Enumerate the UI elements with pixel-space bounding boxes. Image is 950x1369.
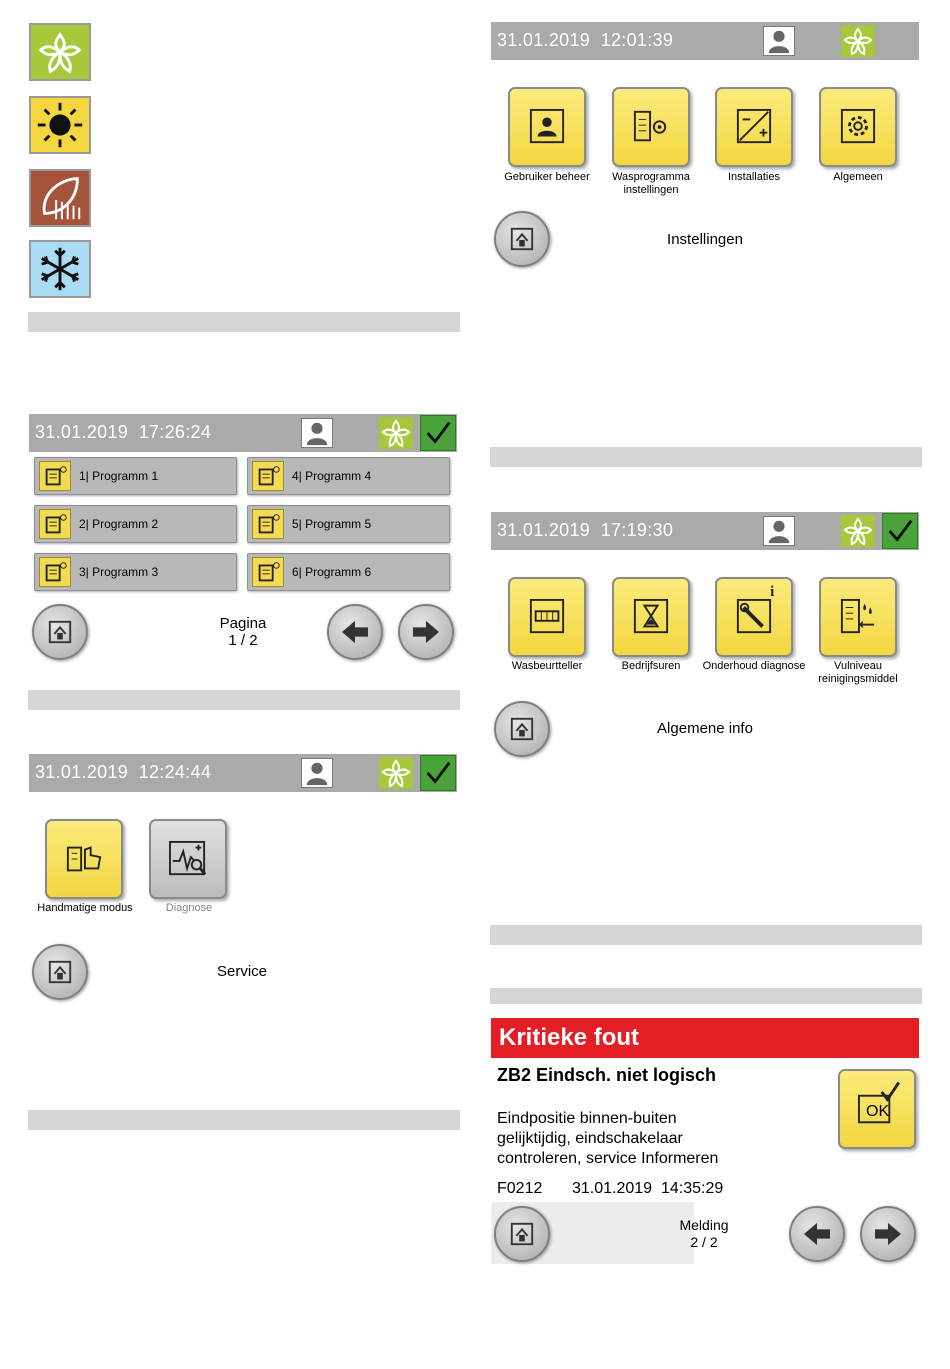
maintenance-diagnose-tile[interactable] xyxy=(715,577,793,657)
svg-text:i: i xyxy=(770,583,775,601)
program-button-6[interactable] xyxy=(247,553,450,591)
prev-message-button[interactable] xyxy=(789,1206,845,1262)
operating-hours-tile[interactable] xyxy=(612,577,690,657)
tile-label: Wasbeurtteller xyxy=(511,660,583,672)
error-subtitle: ZB2 Eindsch. niet logisch xyxy=(497,1065,717,1085)
flower-icon[interactable] xyxy=(379,417,413,449)
arrow-left-icon xyxy=(329,606,381,658)
program-button-2[interactable] xyxy=(34,505,237,543)
arrow-left-icon xyxy=(791,1208,843,1260)
program-list-header xyxy=(29,414,457,452)
flower-icon[interactable] xyxy=(841,515,875,547)
program-label: 4| Programm 4 xyxy=(292,469,372,483)
arrow-right-icon xyxy=(862,1208,914,1260)
program-button-1[interactable] xyxy=(34,457,237,495)
program-button-3[interactable] xyxy=(34,553,237,591)
separator xyxy=(28,690,460,710)
tile-label: Wasprogramma instellingen xyxy=(612,171,690,196)
user-icon[interactable] xyxy=(301,758,333,788)
user-management-icon xyxy=(510,89,584,165)
flower-mode-icon xyxy=(29,23,91,81)
error-description: Eindpositie binnen-buiten gelijktijdig, eindschakelaar controleren, service Informeren xyxy=(497,1110,719,1167)
check-icon[interactable] xyxy=(882,513,918,549)
gear-icon xyxy=(821,89,895,165)
home-icon xyxy=(496,703,548,755)
user-icon[interactable] xyxy=(763,26,795,56)
installations-tile[interactable] xyxy=(715,87,793,167)
separator xyxy=(28,1110,460,1130)
home-icon xyxy=(496,213,548,265)
tile-label: Gebruiker beheer xyxy=(504,171,590,183)
frost-mode-icon xyxy=(29,240,91,298)
check-icon[interactable] xyxy=(420,755,456,791)
prev-page-button[interactable] xyxy=(327,604,383,660)
tile-label: Algemeen xyxy=(833,171,883,183)
message-number: 2 / 2 xyxy=(690,1234,718,1250)
program-label: 5| Programm 5 xyxy=(292,517,372,531)
program-icon xyxy=(39,509,71,539)
settings-header xyxy=(491,22,919,60)
diagnose-tile[interactable] xyxy=(149,819,227,899)
page-number: 1 / 2 xyxy=(228,632,258,649)
arrow-right-icon xyxy=(400,606,452,658)
home-button[interactable] xyxy=(494,211,550,267)
tile-label: Installaties xyxy=(728,171,780,183)
program-label: 3| Programm 3 xyxy=(79,565,159,579)
header-datetime: 31.01.2019 17:19:30 xyxy=(497,520,674,540)
program-label: 1| Programm 1 xyxy=(79,469,159,483)
program-label: 2| Programm 2 xyxy=(79,517,159,531)
program-icon xyxy=(252,557,284,587)
hourglass-icon xyxy=(614,579,688,655)
page-label: Pagina xyxy=(219,615,267,632)
flower-icon[interactable] xyxy=(841,25,875,57)
hand-icon xyxy=(47,821,121,897)
program-icon xyxy=(252,461,284,491)
ok-label: OK xyxy=(866,1103,890,1120)
next-message-button[interactable] xyxy=(860,1206,916,1262)
home-button[interactable] xyxy=(494,701,550,757)
sun-mode-icon xyxy=(29,96,91,154)
ok-button[interactable] xyxy=(838,1069,916,1149)
tile-label: Onderhoud diagnose xyxy=(702,660,806,672)
error-code: F0212 xyxy=(497,1180,543,1197)
next-page-button[interactable] xyxy=(398,604,454,660)
error-title-bar xyxy=(491,1018,919,1058)
program-button-4[interactable] xyxy=(247,457,450,495)
home-button[interactable] xyxy=(32,944,88,1000)
manual-mode-tile[interactable] xyxy=(45,819,123,899)
program-settings-icon xyxy=(614,89,688,165)
home-icon xyxy=(34,946,86,998)
error-title: Kritieke fout xyxy=(499,1024,640,1051)
tile-label: Handmatige modus xyxy=(37,902,133,914)
error-datetime: 31.01.2019 14:35:29 xyxy=(572,1180,724,1197)
tile-label: Vulniveau reinigingsmiddel xyxy=(818,660,898,685)
program-icon xyxy=(252,509,284,539)
program-icon xyxy=(39,557,71,587)
screen-caption: Algemene info xyxy=(657,720,753,737)
counter-icon xyxy=(510,579,584,655)
home-icon xyxy=(496,1208,548,1260)
screen-caption: Service xyxy=(216,963,268,980)
general-info-header xyxy=(491,512,919,550)
check-icon[interactable] xyxy=(420,415,456,451)
wash-counter-tile[interactable] xyxy=(508,577,586,657)
user-icon[interactable] xyxy=(763,516,795,546)
header-datetime: 31.01.2019 12:01:39 xyxy=(497,30,674,50)
tile-label: Bedrijfsuren xyxy=(621,660,681,672)
home-button[interactable] xyxy=(494,1206,550,1262)
program-label: 6| Programm 6 xyxy=(292,565,372,579)
diagnose-icon xyxy=(151,821,225,897)
home-button[interactable] xyxy=(32,604,88,660)
tile-label: Diagnose xyxy=(165,902,213,914)
separator xyxy=(490,447,922,467)
service-header xyxy=(29,754,457,792)
separator xyxy=(490,988,922,1004)
general-tile[interactable] xyxy=(819,87,897,167)
eco-mode-icon xyxy=(29,169,91,227)
flower-icon[interactable] xyxy=(379,757,413,789)
screen-caption: Instellingen xyxy=(667,231,743,248)
user-icon[interactable] xyxy=(301,418,333,448)
separator xyxy=(28,312,460,332)
separator xyxy=(490,925,922,945)
detergent-level-icon xyxy=(821,579,895,655)
detergent-level-tile[interactable] xyxy=(819,577,897,657)
installations-icon xyxy=(717,89,791,165)
home-icon xyxy=(34,606,86,658)
message-label: Melding xyxy=(679,1217,729,1233)
header-datetime: 31.01.2019 17:26:24 xyxy=(35,422,212,442)
program-button-5[interactable] xyxy=(247,505,450,543)
wrench-icon xyxy=(717,579,791,655)
wash-program-settings-tile[interactable] xyxy=(612,87,690,167)
user-management-tile[interactable] xyxy=(508,87,586,167)
header-datetime: 31.01.2019 12:24:44 xyxy=(35,762,212,782)
program-icon xyxy=(39,461,71,491)
